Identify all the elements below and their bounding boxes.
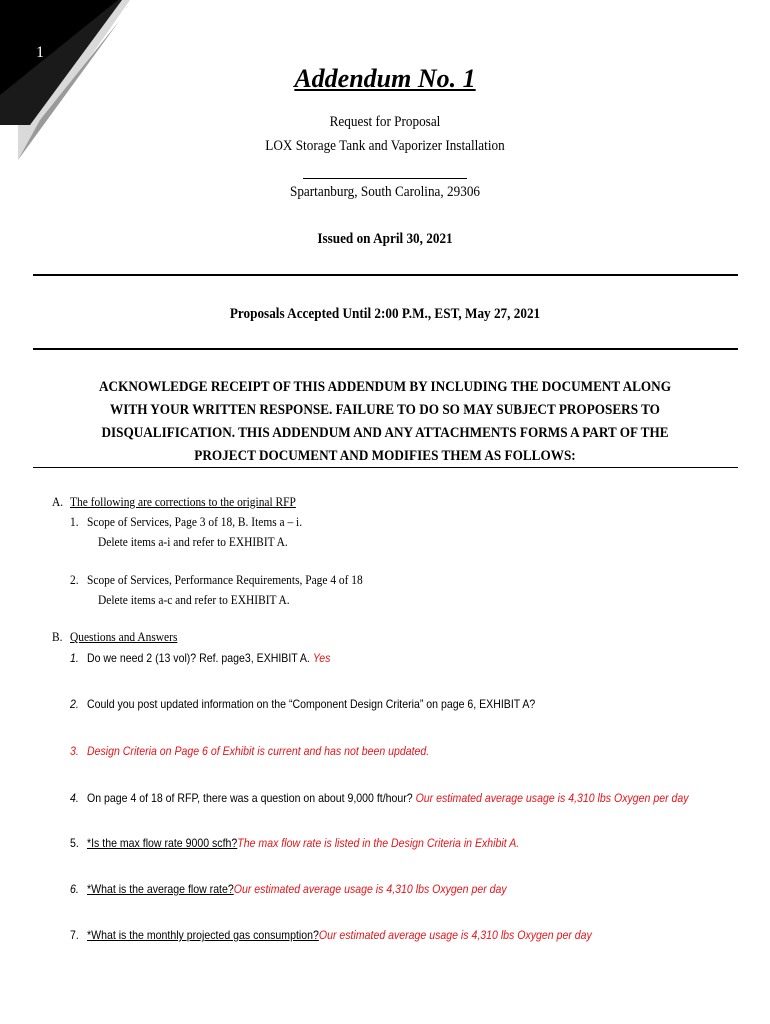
qa-item xyxy=(87,651,330,665)
qa-item xyxy=(87,697,535,711)
qa-number: 4. xyxy=(70,791,79,805)
qa-number: 6. xyxy=(70,882,79,896)
qa-number: 7. xyxy=(70,928,79,942)
qa-item xyxy=(87,791,689,805)
qa-answer: Yes xyxy=(312,651,331,665)
qa-number: 2. xyxy=(70,697,79,711)
list-item-text: Scope of Services, Performance Requirements, Page 4 of 18 xyxy=(87,572,363,587)
section-a-marker: A. xyxy=(52,494,64,509)
page-number: 1 xyxy=(36,44,44,61)
qa-item xyxy=(87,928,592,942)
location-line: Spartanburg, South Carolina, 29306 xyxy=(289,184,481,200)
qa-question: *What is the monthly projected gas consumption? xyxy=(87,928,319,942)
qa-question: Do we need 2 (13 vol)? Ref. page3, EXHIBIT A. xyxy=(87,651,310,665)
list-item-number: 2. xyxy=(70,572,79,587)
list-item-number: 1. xyxy=(70,514,79,529)
qa-number: 5. xyxy=(70,836,79,850)
section-b-marker: B. xyxy=(52,629,63,644)
qa-number: 1. xyxy=(70,651,79,665)
section-a-heading: The following are corrections to the original RFP xyxy=(70,494,296,509)
section-b-heading: Questions and Answers xyxy=(70,629,178,644)
qa-answer: Our estimated average usage is 4,310 lbs Oxygen per day xyxy=(415,791,689,805)
rfp-line: Request for Proposal xyxy=(329,114,441,130)
divider xyxy=(33,467,738,468)
qa-item xyxy=(87,882,507,896)
qa-answer: Our estimated average usage is 4,310 lbs Oxygen per day xyxy=(233,882,507,896)
acknowledgement-notice: ACKNOWLEDGE RECEIPT OF THIS ADDENDUM BY INCLUDING THE DOCUMENT ALONG WITH YOUR WRITTEN RESPONSE. FAILURE TO DO SO MAY SUBJECT PROPOSERS TO DISQUALIFICATION. THIS ADDENDUM AND ANY ATTACHMENTS FORMS A PART OF THE PROJECT DOCUMENT AND MODIFIES THEM AS FOLLOWS: xyxy=(99,379,671,464)
qa-answer: Our estimated average usage is 4,310 lbs Oxygen per day xyxy=(318,928,592,942)
project-line: LOX Storage Tank and Vaporizer Installation xyxy=(265,138,505,154)
qa-question: On page 4 of 18 of RFP, there was a question on about 9,000 ft/hour? xyxy=(87,791,413,805)
issued-date: Issued on April 30, 2021 xyxy=(317,231,453,247)
list-item-note: Delete items a-c and refer to EXHIBIT A. xyxy=(98,592,290,607)
qa-number: 3. xyxy=(70,744,79,758)
blank-underline xyxy=(303,178,467,179)
qa-question: Could you post updated information on the “Component Design Criteria” on page 6, EXHIBIT A? xyxy=(87,697,536,711)
divider xyxy=(33,274,738,276)
qa-item xyxy=(87,744,429,758)
deadline-line: Proposals Accepted Until 2:00 P.M., EST, May 27, 2021 xyxy=(229,306,541,322)
qa-question: *Is the max flow rate 9000 scfh? xyxy=(87,836,238,850)
qa-answer: The max flow rate is listed in the Design Criteria in Exhibit A. xyxy=(237,836,520,850)
qa-answer: Design Criteria on Page 6 of Exhibit is current and has not been updated. xyxy=(87,744,430,758)
qa-item xyxy=(87,836,519,850)
divider xyxy=(33,348,738,350)
list-item-note: Delete items a-i and refer to EXHIBIT A. xyxy=(98,534,288,549)
addendum-title: Addendum No. 1 xyxy=(294,64,476,93)
qa-question: *What is the average flow rate? xyxy=(87,882,234,896)
list-item-text: Scope of Services, Page 3 of 18, B. Items a – i. xyxy=(87,514,303,529)
